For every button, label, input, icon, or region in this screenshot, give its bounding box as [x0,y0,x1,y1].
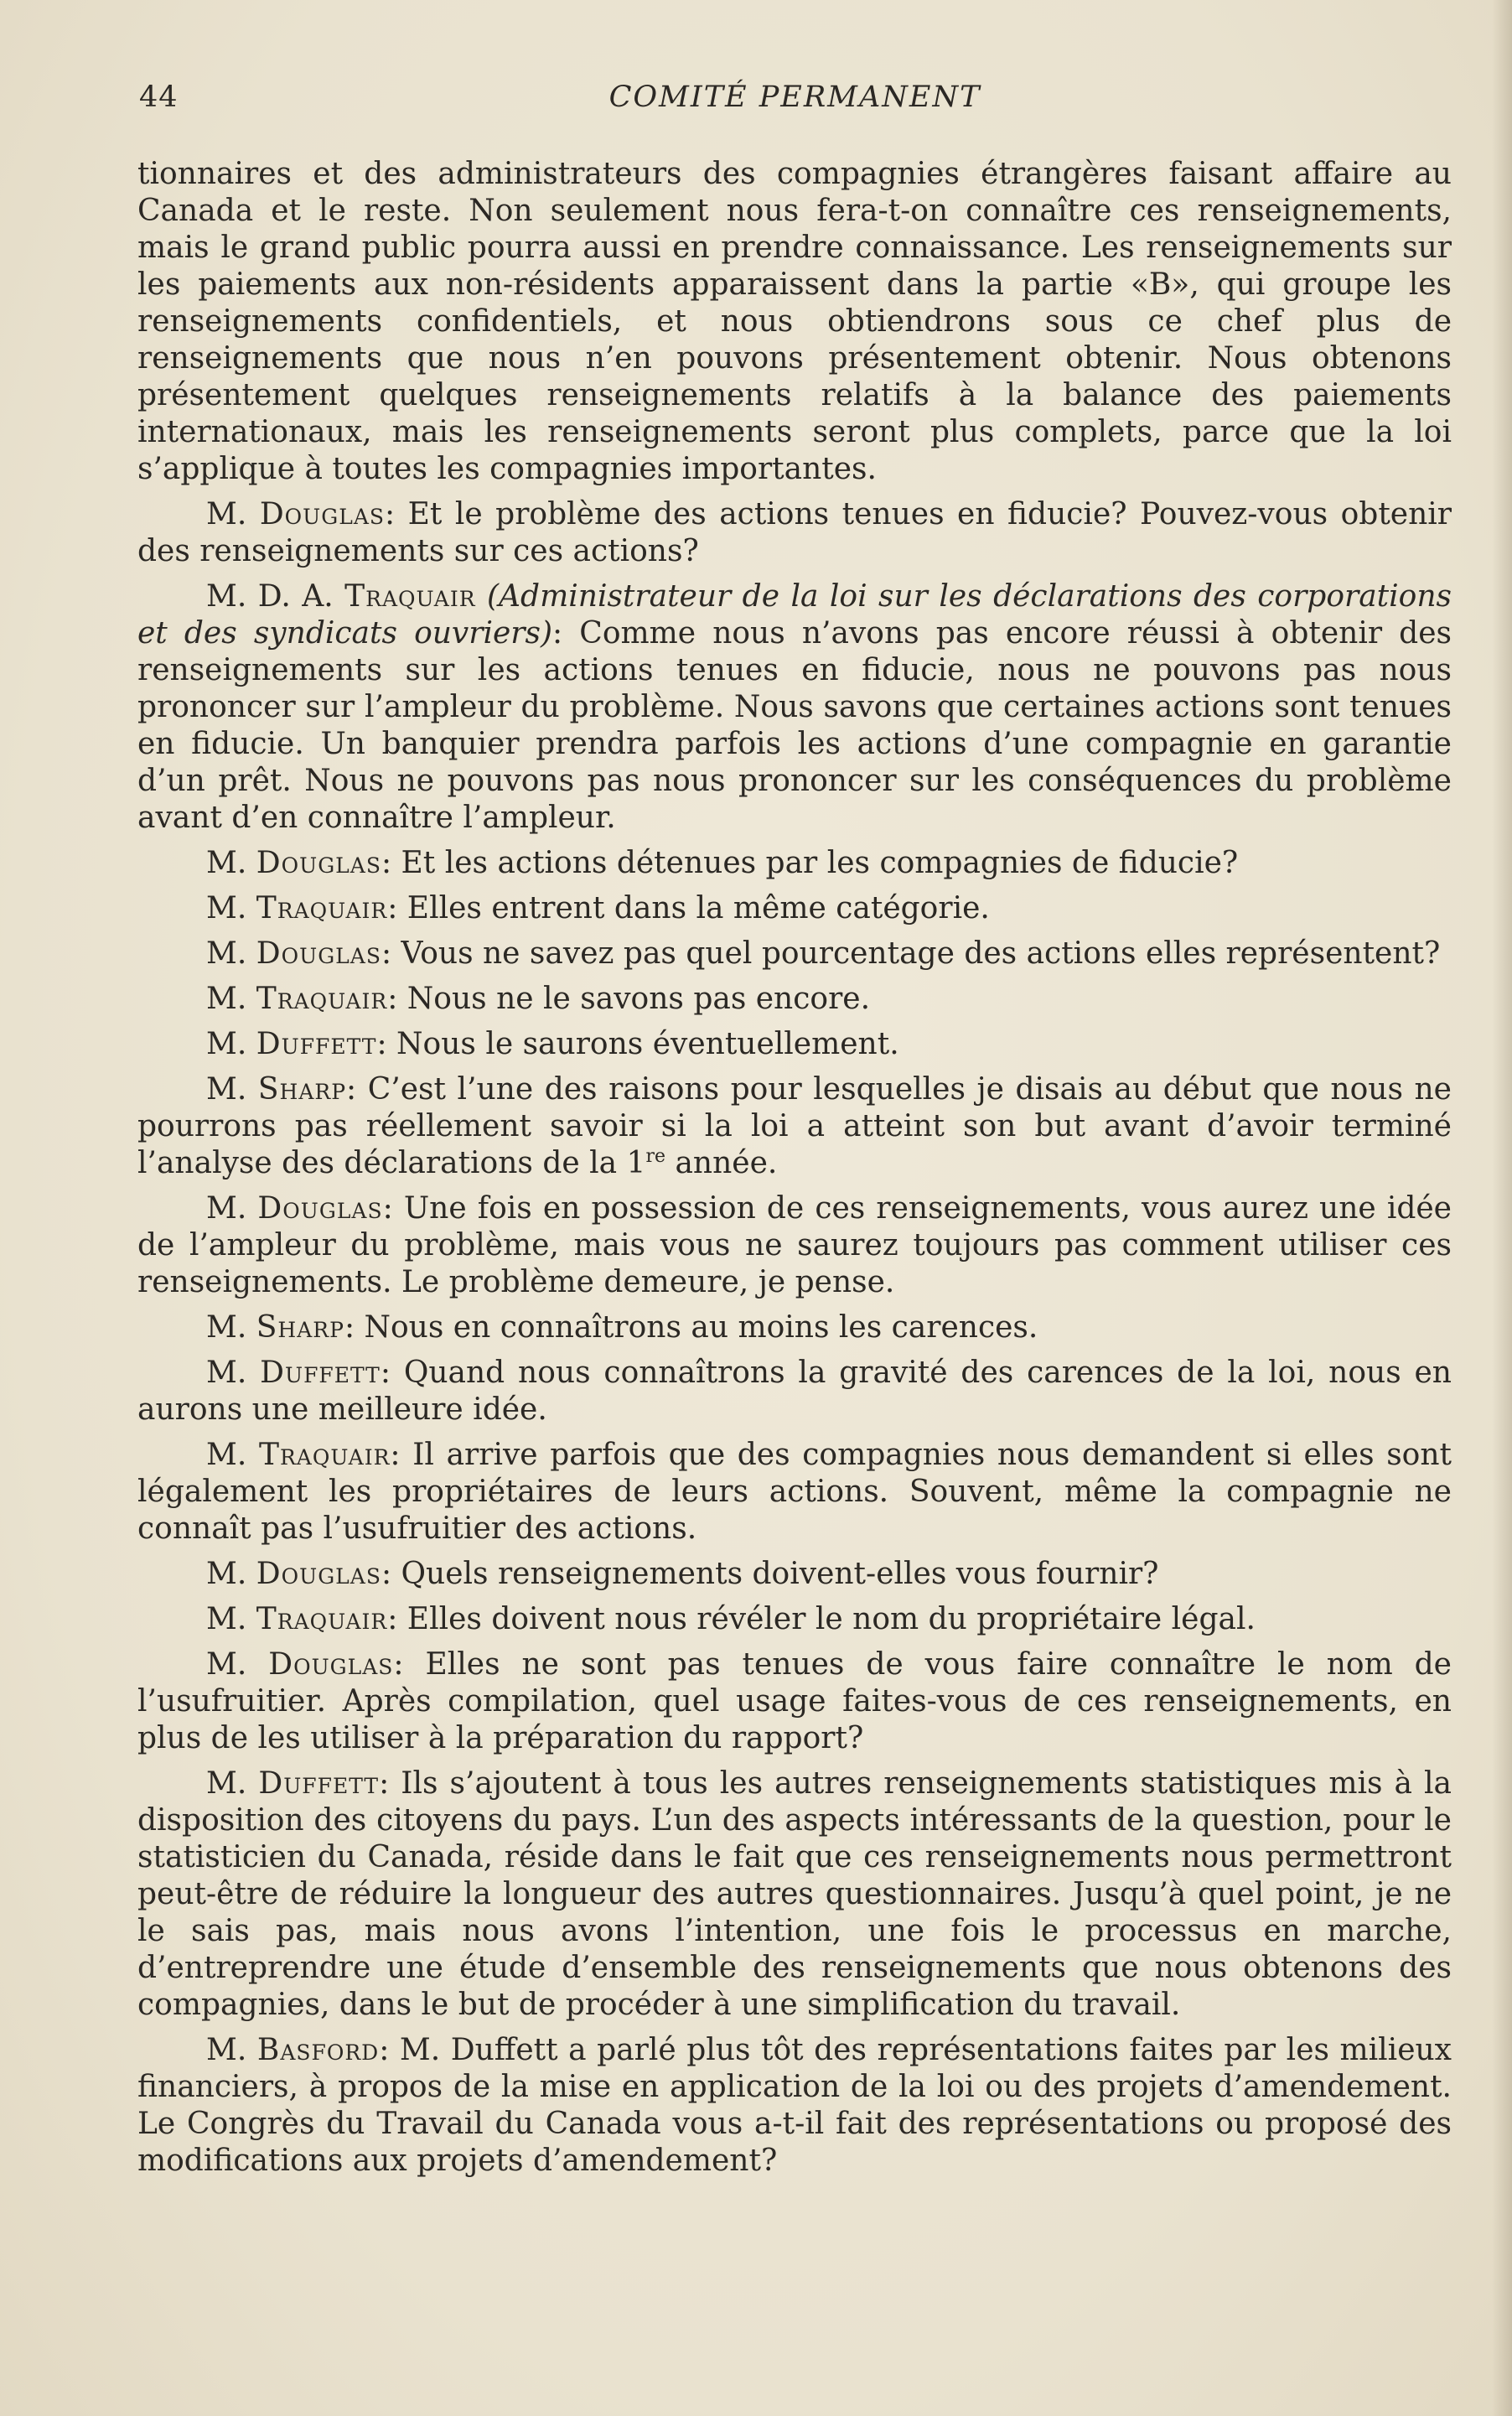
speaker-prefix: M. [206,1602,247,1636]
paragraph-text: : Nous ne le savons pas encore. [387,982,871,1016]
speaker-name: Douglas [257,1191,383,1226]
paragraph-text: : Ils s’ajoutent à tous les autres renseignements statistiques mis à la disposition des citoyens du pays. L’un des aspects intéressants de la question, pour le statisticien du Canada, réside dans le fait que ces renseignements nous permettront peut-être de réduire la longueur des autres questionnaires. Jusqu’à quel point, je ne le sais pas, mais nous avons l’intention, une fois le processus en marche, d’entreprendre une étude d’ensemble des renseignements que nous obtenons des compagnies, dans le but de procéder à une simplification du travail. [137,1766,1452,2022]
paragraph-text: : Et le problème des actions tenues en fiducie? Pouvez-vous obtenir des renseignements sur ces actions? [137,497,1452,568]
speaker-prefix: M. [206,1557,247,1591]
page-number: 44 [139,80,179,114]
paragraph [137,890,1452,927]
speaker-prefix: M. [206,891,247,925]
speaker-name: Sharp [257,1072,347,1107]
paragraph [137,2032,1452,2180]
paragraph [137,1355,1452,1428]
paragraph-text: : Quand nous connaîtrons la gravité des carences de la loi, nous en aurons une meilleure idée. [137,1356,1452,1427]
speaker-name: Traquair [256,982,388,1016]
paragraph-text: : Comme nous n’avons pas encore réussi à obtenir des renseignements sur les actions tenues en fiducie, nous ne pouvons pas nous prononcer sur l’ampleur du problème. Nous savons que certaines actions sont tenues en fiducie. Un banquier prendra parfois les actions d’une compagnie en garantie d’un prêt. Nous ne pouvons pas nous prononcer sur les conséquences du problème avant d’en connaître l’ampleur. [137,616,1452,835]
paragraph-text: tionnaires et des administrateurs des compagnies étrangères faisant affaire au Canada et le reste. Non seulement nous fera-t-on connaître ces renseignements, mais le grand public pourra aussi en prendre connaissance. Les renseignements sur les paiements aux non-résidents apparaissent dans la partie «B», qui groupe les renseignements confidentiels, et nous obtiendrons sous ce chef plus de renseignements que nous n’en pouvons présentement obtenir. Nous obtenons présentement quelques renseignements relatifs à la balance des paiements internationaux, mais les renseignements seront plus complets, parce que la loi s’applique à toutes les compagnies importantes. [137,157,1452,486]
speaker-name: Basford [256,2033,380,2067]
paragraph [137,156,1452,488]
speaker-prefix: M. D. A. [206,579,334,614]
page-header [139,80,1451,122]
speaker-name: Traquair [344,579,476,614]
paragraph-tail: année. [665,1146,778,1180]
paragraph [137,496,1452,570]
paragraph-text: : Quels renseignements doivent-elles vous fournir? [381,1557,1159,1591]
paragraph-text: : Vous ne savez pas quel pourcentage des actions elles représentent? [381,936,1441,971]
speaker-name: Traquair [258,1438,391,1472]
paragraph [137,1601,1452,1638]
paragraph-text: : C’est l’une des raisons pour lesquelles je disais au début que nous ne pourrons pas réellement savoir si la loi a atteint son but avant d’avoir terminé l’analyse des déclarations de la 1 [137,1072,1452,1180]
paragraph [137,1309,1452,1346]
speaker-name: Douglas [268,1647,394,1682]
speaker-name: Duffett [260,1356,381,1390]
paragraph [137,1190,1452,1301]
speaker-name: Duffett [258,1766,380,1801]
paragraph [137,1071,1452,1182]
running-title: COMITÉ PERMANENT [608,80,981,114]
speaker-prefix: M. [206,1438,247,1472]
paragraph [137,578,1452,837]
paragraph-text: : Elles entrent dans la même catégorie. [387,891,990,925]
speaker-name: Traquair [256,1602,388,1636]
paragraph [137,936,1452,972]
paragraph [137,1026,1452,1063]
speaker-name: Sharp [256,1310,344,1345]
speaker-name: Traquair [256,891,388,925]
paragraph-text: : Il arrive parfois que des compagnies nous demandent si elles sont légalement les propriétaires de leurs actions. Souvent, même la compagnie ne connaît pas l’usufruitier des actions. [137,1438,1452,1546]
speaker-prefix: M. [206,846,247,880]
paragraph-text: : Elles ne sont pas tenues de vous faire connaître le nom de l’usufruitier. Après compilation, quel usage faites-vous de ces renseignements, en plus de les utiliser à la préparation du rapport? [137,1647,1452,1755]
paragraph [137,1556,1452,1593]
paragraph-text: : Une fois en possession de ces renseignements, vous aurez une idée de l’ampleur du problème, mais vous ne saurez toujours pas comment utiliser ces renseignements. Le problème demeure, je pense. [137,1191,1452,1299]
speaker-prefix: M. [206,497,247,531]
speaker-prefix: M. [206,2033,247,2067]
speaker-name: Douglas [256,1557,381,1591]
paragraph-text: : M. Duffett a parlé plus tôt des représentations faites par les milieux financiers, à propos de la mise en application de la loi ou des projets d’amendement. Le Congrès du Travail du Canada vous a-t-il fait des représentations ou proposé des modifications aux projets d’amendement? [137,2033,1452,2178]
paragraph [137,1437,1452,1548]
speaker-name: Douglas [259,497,385,531]
speaker-prefix: M. [206,1191,247,1226]
speaker-name: Douglas [256,846,381,880]
paragraph [137,1646,1452,1757]
body-text [137,156,1452,2188]
speaker-prefix: M. [206,1647,247,1682]
paragraph [137,1765,1452,2024]
speaker-prefix: M. [206,1072,247,1107]
paragraph-text: : Et les actions détenues par les compagnies de fiducie? [381,846,1239,880]
speaker-prefix: M. [206,936,247,971]
speaker-role: (Administrateur de la loi sur les déclarations des corporations et des syndicats ouvriers) [137,579,1452,651]
speaker-prefix: M. [206,1356,247,1390]
speaker-prefix: M. [206,1027,247,1061]
speaker-prefix: M. [206,1310,247,1345]
paragraph-text: : Nous en connaîtrons au moins les carences. [344,1310,1038,1345]
speaker-name: Duffett [256,1027,377,1061]
page-edge-shadow [1492,0,1512,2416]
paragraph [137,845,1452,882]
paragraph-text: : Elles doivent nous révéler le nom du propriétaire légal. [387,1602,1256,1636]
superscript: re [645,1146,665,1167]
speaker-prefix: M. [206,982,247,1016]
paragraph-text: : Nous le saurons éventuellement. [376,1027,899,1061]
speaker-prefix: M. [206,1766,247,1801]
paragraph [137,981,1452,1018]
speaker-name: Douglas [256,936,381,971]
